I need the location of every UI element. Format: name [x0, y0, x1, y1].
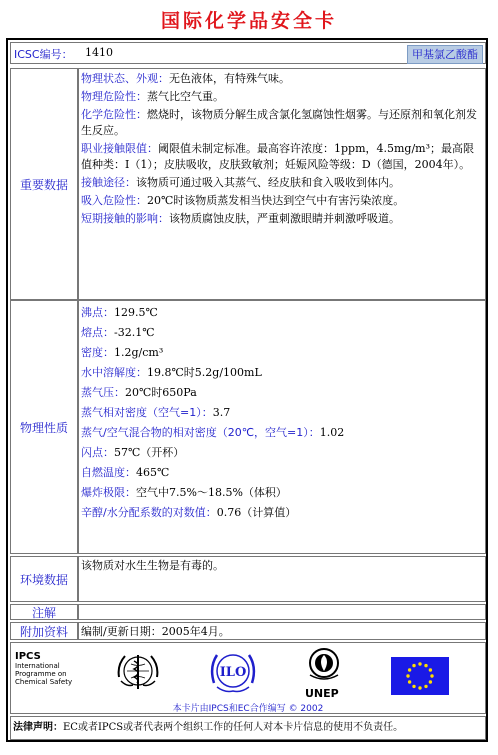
physical-item [81, 343, 483, 363]
physical-item-key: 熔点： [81, 326, 114, 339]
physical-item-value: 20℃时650Pa [125, 386, 197, 399]
important-item [81, 71, 483, 87]
important-item-value: 该物质可通过吸入其蒸气、经皮肤和食入吸收到体内。 [136, 176, 400, 189]
physical-item-key: 辛醇/水分配系数的对数值： [81, 506, 217, 519]
notes-content [78, 604, 486, 620]
physical-item [81, 323, 483, 343]
important-content [78, 68, 486, 300]
physical-item-key: 闪点： [81, 446, 114, 459]
physical-content [78, 300, 486, 554]
ipcs-sub-2: Programme on [15, 670, 67, 678]
ipcs-sub-3: Chemical Safety [15, 678, 73, 686]
physical-item-value: 57℃（开杯） [114, 446, 185, 459]
environment-label: 环境数据 [19, 572, 68, 587]
physical-item [81, 383, 483, 403]
physical-item-key: 自燃温度： [81, 466, 136, 479]
important-item-key: 物理危险性： [81, 90, 147, 103]
important-item-key: 短期接触的影响： [81, 212, 169, 225]
important-item-value: 20℃时该物质蒸发相当快达到空气中有害污染浓度。 [147, 194, 405, 207]
ilo-text: ILO [219, 665, 247, 680]
icsc-number: 1410 [85, 46, 113, 59]
legal-text: EC或者IPCS或者代表两个组织工作的任何人对本卡片信息的使用不负责任。 [63, 722, 404, 733]
safety-card [6, 38, 488, 742]
important-item-key: 化学危险性： [81, 108, 147, 121]
important-item [81, 175, 483, 191]
important-item-value: 该物质腐蚀皮肤，严重刺激眼睛并刺激呼吸道。 [169, 212, 400, 225]
important-item [81, 193, 483, 209]
physical-item-key: 密度： [81, 346, 114, 359]
physical-item-value: 1.2g/cm³ [114, 346, 164, 359]
important-item-key: 接触途径： [81, 176, 136, 189]
important-item-key: 职业接触限值： [81, 142, 158, 155]
physical-item [81, 303, 483, 323]
physical-item [81, 363, 483, 383]
additional-label: 附加资料 [19, 624, 68, 639]
physical-label: 物理性质 [19, 420, 68, 435]
card-title: 国际化学品安全卡 [160, 10, 337, 32]
important-item [81, 211, 483, 227]
ipcs-logo [15, 651, 72, 686]
important-label: 重要数据 [19, 177, 68, 192]
ipcs-title: IPCS [15, 651, 41, 662]
physical-item-value: 129.5℃ [114, 306, 158, 319]
icsc-label: ICSC编号： [14, 48, 73, 61]
physical-item [81, 403, 483, 423]
physical-item-value: 19.8℃时5.2g/100mL [147, 366, 262, 379]
important-item-value: 燃烧时，该物质分解生成含氯化氢腐蚀性烟雾。与还原剂和氧化剂发生反应。 [81, 108, 477, 137]
unep-text: UNEP [305, 687, 339, 700]
cooperation-note: 本卡片由IPCS和EC合作编写 © 2002 [172, 704, 324, 714]
chemical-name: 甲基氯乙酸酯 [407, 45, 483, 64]
logos-row [10, 642, 486, 714]
important-item-value: 阈限值未制定标准。最高容许浓度：1ppm，4.5mg/m³；最高限值种类：I（1）；皮肤吸收，皮肤致敏剂；妊娠风险等级：D（德国，2004年）。 [81, 142, 475, 171]
environment-content [78, 556, 486, 602]
important-item-key: 吸入危险性： [81, 194, 147, 207]
physical-item-key: 蒸气相对密度（空气=1）： [81, 406, 213, 419]
physical-item-key: 蒸气压： [81, 386, 125, 399]
header-row [10, 42, 486, 64]
physical-item-value: -32.1℃ [114, 326, 155, 339]
important-item [81, 141, 483, 173]
physical-item [81, 463, 483, 483]
eu-flag-icon [391, 657, 449, 695]
legal-row [10, 716, 486, 740]
physical-item-value: 空气中7.5%～18.5%（体积） [136, 486, 287, 499]
additional-text: 编制/更新日期：2005年4月。 [81, 625, 230, 638]
unep-emblem-icon [301, 645, 347, 685]
legal-key: 法律声明： [13, 722, 63, 733]
physical-item [81, 443, 483, 463]
physical-item-value: 3.7 [212, 406, 231, 419]
physical-item [81, 423, 483, 443]
important-item [81, 89, 483, 105]
physical-item-key: 水中溶解度： [81, 366, 147, 379]
ipcs-sub-1: International [15, 662, 60, 670]
physical-item-key: 爆炸极限： [81, 486, 136, 499]
important-item-key: 物理状态、外观： [81, 72, 169, 85]
physical-item-key: 蒸气/空气混合物的相对密度（20℃，空气=1）： [81, 426, 320, 439]
physical-item-value: 0.76（计算值） [216, 506, 297, 519]
legal-text-line [13, 721, 403, 735]
physical-item-value: 465℃ [136, 466, 170, 479]
physical-item-value: 1.02 [319, 426, 345, 439]
physical-item [81, 503, 483, 523]
physical-item-key: 沸点： [81, 306, 114, 319]
important-item-value: 蒸气比空气重。 [147, 90, 224, 103]
ilo-emblem-icon [207, 647, 259, 695]
important-item [81, 107, 483, 139]
additional-content [78, 622, 486, 640]
notes-label: 注解 [31, 605, 56, 620]
environment-text: 该物质对水生生物是有毒的。 [81, 559, 224, 572]
who-emblem-icon [113, 647, 163, 695]
important-item-value: 无色液体，有特殊气味。 [169, 72, 290, 85]
physical-item [81, 483, 483, 503]
